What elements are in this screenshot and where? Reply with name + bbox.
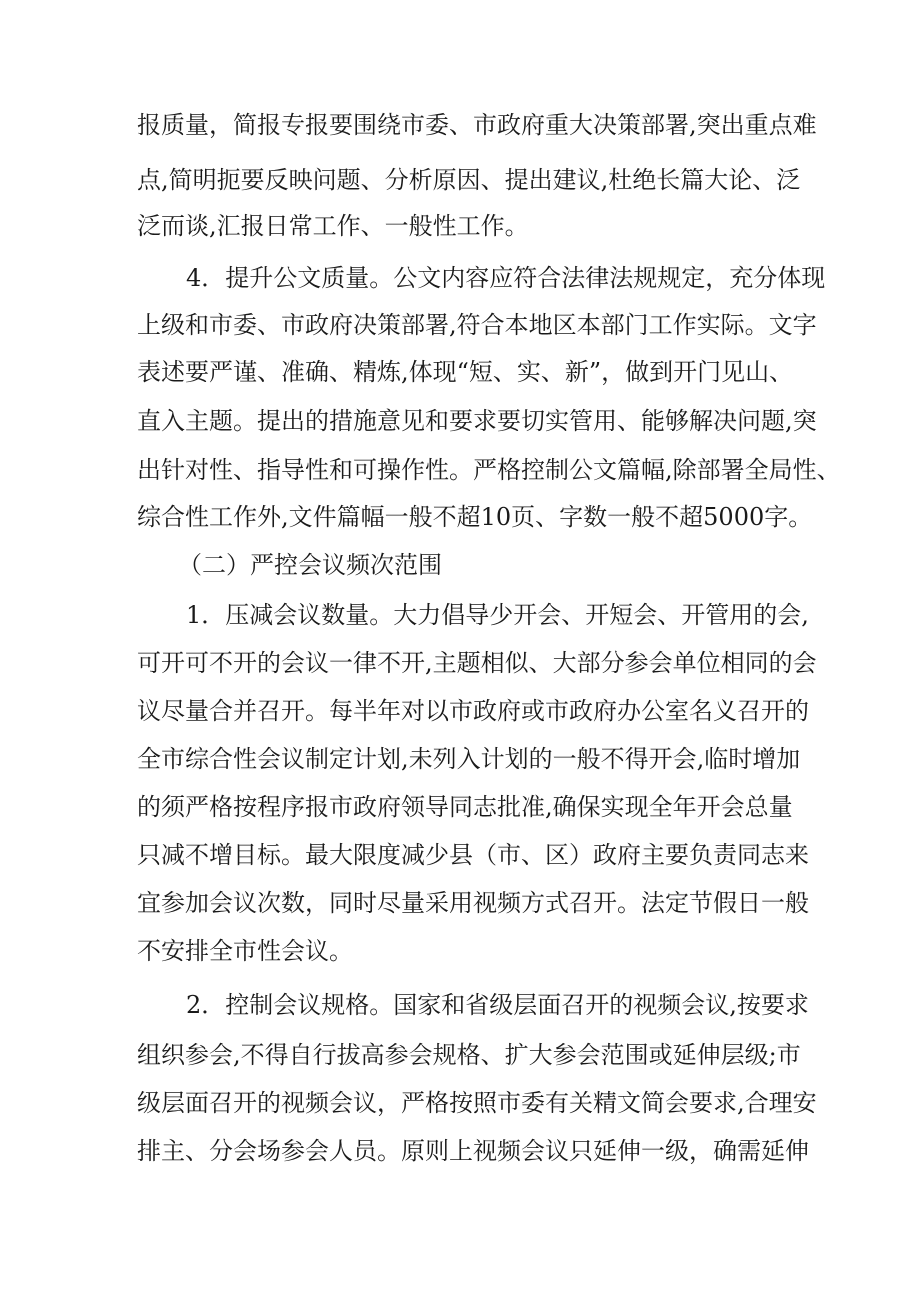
text-line: 只减不增目标。最大限度减少县（市、区）政府主要负责同志来 xyxy=(137,841,809,869)
text-line: 可开可不开的会议一律不开,主题相似、大部分参会单位相同的会 xyxy=(137,649,817,677)
text-line: 直入主题。提出的措施意见和要求要切实管用、能够解决问题,突 xyxy=(137,407,817,435)
text-line: 议尽量合并召开。每半年对以市政府或市政府办公室名义召开的 xyxy=(137,697,809,725)
text-line: 2．控制会议规格。国家和省级层面召开的视频会议,按要求 xyxy=(186,991,809,1019)
text-line: 出针对性、指导性和可操作性。严格控制公文篇幅,除部署全局性、 xyxy=(137,456,841,484)
text-line: 泛而谈,汇报日常工作、一般性工作。 xyxy=(137,212,529,240)
text-line: 上级和市委、市政府决策部署,符合本地区本部门工作实际。文字 xyxy=(137,311,817,339)
text-line: 1．压减会议数量。大力倡导少开会、开短会、开管用的会, xyxy=(186,601,809,629)
text-line: 全市综合性会议制定计划,未列入计划的一般不得开会,临时增加 xyxy=(137,745,801,773)
text-line: 的须严格按程序报市政府领导同志批准,确保实现全年开会总量 xyxy=(137,793,793,821)
text-line: 点,简明扼要反映问题、分析原因、提出建议,杜绝长篇大论、泛 xyxy=(137,166,801,194)
text-line: 不安排全市性会议。 xyxy=(137,937,353,965)
text-line: 4．提升公文质量。公文内容应符合法律法规规定，充分体现 xyxy=(186,264,826,292)
text-line: 宜参加会议次数，同时尽量采用视频方式召开。法定节假日一般 xyxy=(137,889,809,917)
text-line: 表述要严谨、准确、精炼,体现“短、实、新”，做到开门见山、 xyxy=(137,358,794,386)
section-heading: （二）严控会议频次范围 xyxy=(178,551,442,579)
text-line: 综合性工作外,文件篇幅一般不超10页、字数一般不超5000字。 xyxy=(137,503,813,531)
text-line: 组织参会,不得自行拔高参会规格、扩大参会范围或延伸层级;市 xyxy=(137,1041,801,1069)
text-line: 报质量，简报专报要围绕市委、市政府重大决策部署,突出重点难 xyxy=(137,111,817,139)
text-line: 级层面召开的视频会议，严格按照市委有关精文简会要求,合理安 xyxy=(137,1089,817,1117)
text-line: 排主、分会场参会人员。原则上视频会议只延伸一级，确需延伸 xyxy=(137,1137,809,1165)
